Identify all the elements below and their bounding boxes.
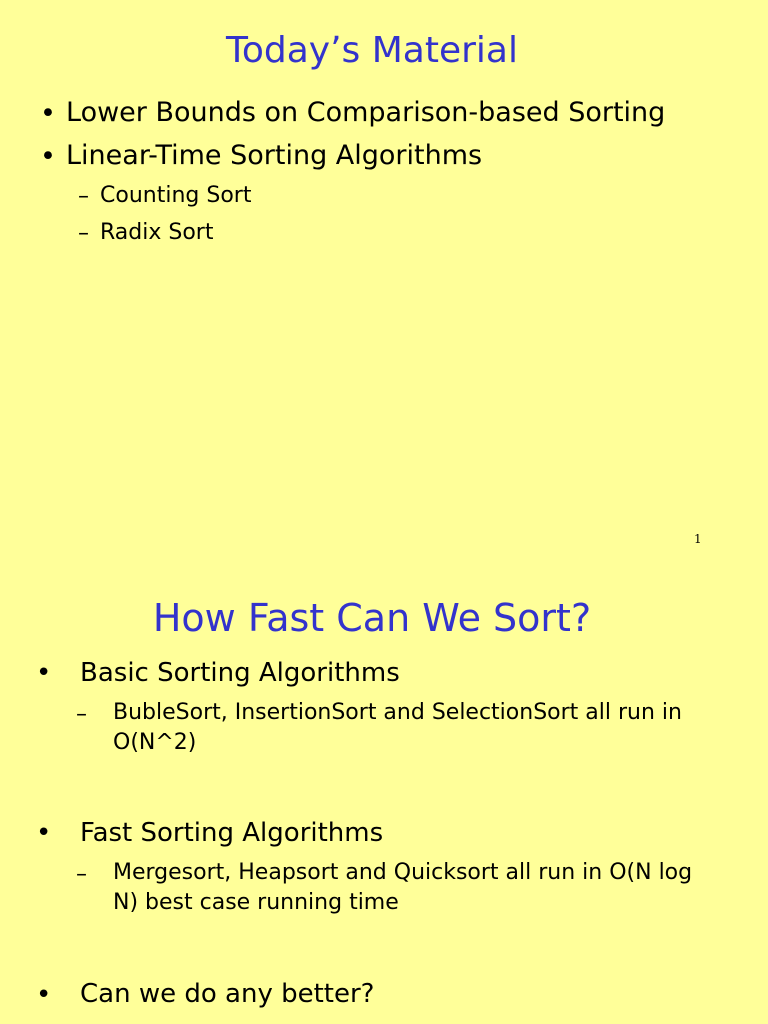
bullet-fast-sorting: Fast Sorting Algorithms: [80, 818, 384, 848]
bullet-marker: •: [36, 980, 52, 1010]
dash-marker: –: [76, 862, 87, 887]
bullet-can-we-do-better: Can we do any better?: [80, 979, 375, 1009]
bullet-marker: •: [36, 658, 52, 688]
slide-title: Today’s Material: [225, 30, 518, 71]
bullet-marker: •: [36, 818, 52, 848]
dash-marker: –: [78, 184, 89, 209]
bullet-marker: •: [40, 141, 56, 172]
bullet-basic-sorting: Basic Sorting Algorithms: [80, 658, 400, 688]
page-number: 1: [694, 532, 702, 546]
dash-marker: –: [76, 702, 87, 727]
slide-title: How Fast Can We Sort?: [152, 596, 592, 640]
bullet-linear-time-sorting: Linear-Time Sorting Algorithms: [66, 140, 483, 171]
subitem-radix-sort: Radix Sort: [100, 220, 214, 245]
subitem-basic-sorting-detail: BubleSort, InsertionSort and SelectionSort all run in O(N^2): [113, 700, 682, 755]
bullet-marker: •: [40, 98, 56, 129]
subitem-counting-sort: Counting Sort: [100, 183, 252, 208]
subitem-fast-sorting-detail: Mergesort, Heapsort and Quicksort all run in O(N log N) best case running time: [113, 860, 693, 915]
slide-how-fast-can-we-sort: [0, 572, 768, 1024]
bullet-lower-bounds: Lower Bounds on Comparison-based Sorting: [66, 97, 666, 128]
dash-marker: –: [78, 221, 89, 246]
